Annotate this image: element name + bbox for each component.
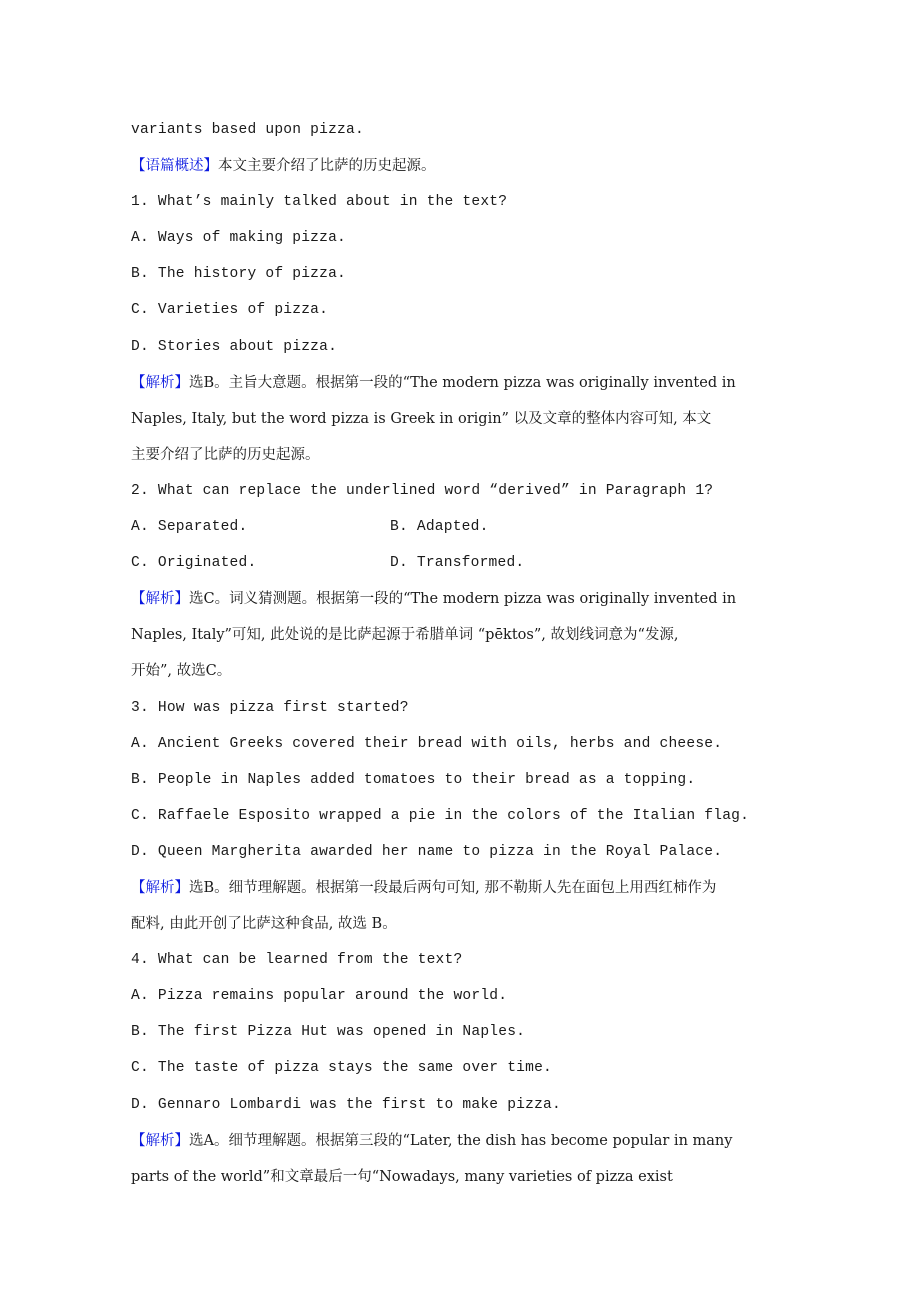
- analysis-tag: 【解析】: [131, 591, 189, 608]
- question-2-option-b: B. Adapted.: [390, 519, 489, 536]
- question-3-option-d: D. Queen Margherita awarded her name to pizza in the Royal Palace.: [131, 843, 723, 860]
- analysis-tag: 【解析】: [131, 879, 189, 896]
- question-4-analysis-line-1: [131, 1128, 806, 1164]
- question-1-option-c: C. Varieties of pizza.: [131, 302, 329, 319]
- question-4-option-a: A. Pizza remains popular around the world.: [131, 988, 508, 1005]
- question-1-option-d: D. Stories about pizza.: [131, 338, 338, 355]
- question-2-analysis-line-2: Naples, Italy”可知, 此处说的是比萨起源于希腊单词 “pēktos”, 故划线词意为“发源,: [131, 627, 679, 644]
- analysis-text: 选B。主旨大意题。根据第一段的“The modern pizza was originally invented in: [189, 374, 736, 391]
- question-2-option-c: C. Originated.: [131, 555, 257, 572]
- question-3-analysis-line-2: 配料, 由此开创了比萨这种食品, 故选 B。: [131, 916, 397, 933]
- question-3-option-b: B. People in Naples added tomatoes to their bread as a topping.: [131, 771, 696, 788]
- analysis-text: 选B。细节理解题。根据第一段最后两句可知, 那不勒斯人先在面包上用西红柿作为: [189, 879, 717, 896]
- analysis-text: 选A。细节理解题。根据第三段的“Later, the dish has become popular in many: [189, 1132, 733, 1149]
- question-1-analysis-line-3: 主要介绍了比萨的历史起源。: [131, 446, 320, 463]
- document-page: [131, 117, 806, 1200]
- question-3-option-a: A. Ancient Greeks covered their bread with oils, herbs and cheese.: [131, 735, 723, 752]
- question-1-analysis-line-1: [131, 370, 806, 406]
- summary-line: [131, 153, 806, 189]
- question-4-option-c: C. The taste of pizza stays the same over time.: [131, 1060, 553, 1077]
- analysis-text: 选C。词义猜测题。根据第一段的“The modern pizza was originally invented in: [189, 591, 737, 608]
- question-2-options-row-1: [131, 514, 806, 550]
- question-3-analysis-line-1: [131, 875, 806, 911]
- question-4-analysis-line-2: parts of the world”和文章最后一句“Nowadays, many varieties of pizza exist: [131, 1168, 673, 1185]
- question-1-option-b: B. The history of pizza.: [131, 266, 346, 283]
- question-2-stem: 2. What can replace the underlined word “derived” in Paragraph 1?: [131, 482, 714, 499]
- question-4-option-b: B. The first Pizza Hut was opened in Naples.: [131, 1024, 526, 1041]
- summary-text: 本文主要介绍了比萨的历史起源。: [218, 158, 436, 175]
- question-2-options-row-2: [131, 550, 806, 586]
- question-2-option-d: D. Transformed.: [390, 555, 525, 572]
- analysis-tag: 【解析】: [131, 374, 189, 391]
- question-4-stem: 4. What can be learned from the text?: [131, 952, 463, 969]
- question-3-option-c: C. Raffaele Esposito wrapped a pie in the colors of the Italian flag.: [131, 807, 750, 824]
- question-1-stem: 1. What’s mainly talked about in the text?: [131, 194, 508, 211]
- question-1-option-a: A. Ways of making pizza.: [131, 230, 346, 247]
- analysis-tag: 【解析】: [131, 1132, 189, 1149]
- question-1-analysis-line-2: Naples, Italy, but the word pizza is Greek in origin” 以及文章的整体内容可知, 本文: [131, 410, 712, 427]
- question-2-analysis-line-3: 开始”, 故选C。: [131, 663, 232, 680]
- question-2-option-a: A. Separated.: [131, 519, 248, 536]
- question-2-analysis-line-1: [131, 586, 806, 622]
- question-4-option-d: D. Gennaro Lombardi was the first to make pizza.: [131, 1096, 561, 1113]
- summary-tag: 【语篇概述】: [131, 158, 218, 175]
- intro-tail: variants based upon pizza.: [131, 122, 364, 138]
- question-3-stem: 3. How was pizza first started?: [131, 699, 409, 716]
